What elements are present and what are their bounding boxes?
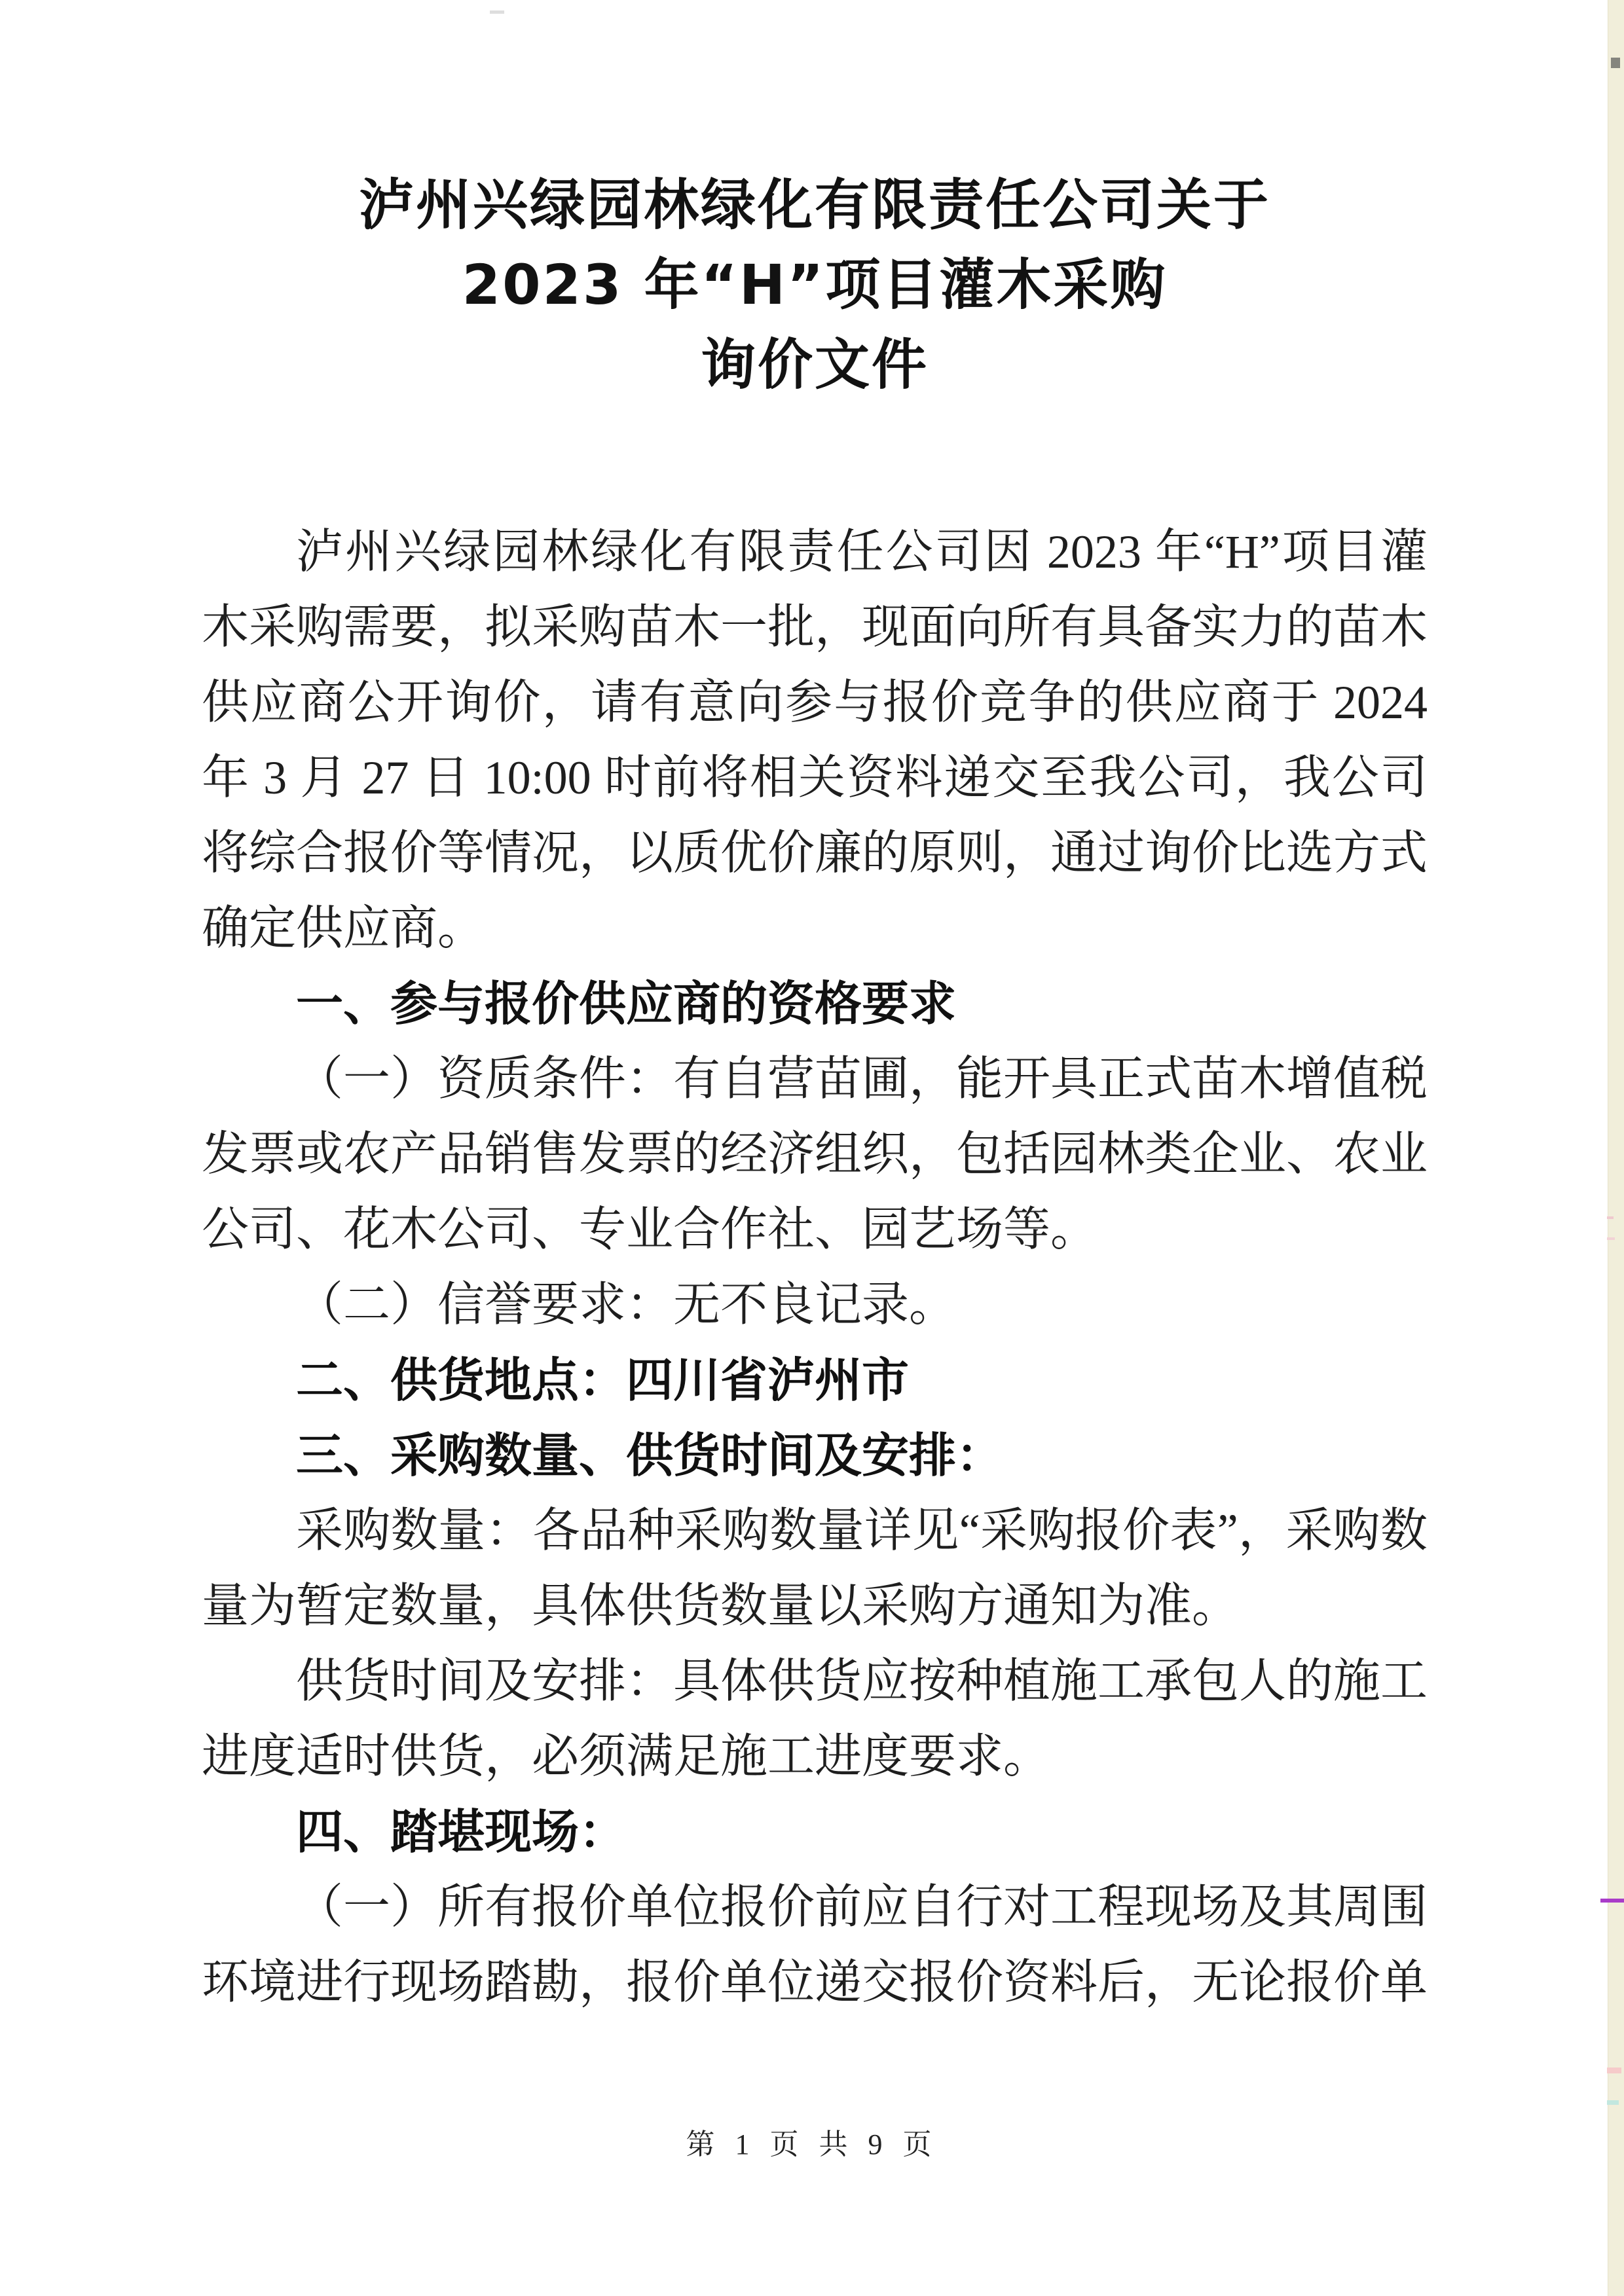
- intro-paragraph: 泸州兴绿园林绿化有限责任公司因 2023 年“H”项目灌木采购需要，拟采购苗木一批，现面向所有具备实力的苗木供应商公开询价，请有意向参与报价竞争的供应商于 2024 年 3 月 27 日 10:00 时前将相关资料递交至我公司，我公司将综合报价等情况，以质优价廉的原则，通过询价比选方式确定供应商。: [202, 526, 1428, 955]
- section-heading-3: 三、采购数量、供货时间及安排：: [296, 1428, 1004, 1483]
- paragraph-qualification: （一）资质条件：有自营苗圃，能开具正式苗木增值税发票或农产品销售发票的经济组织，包括园林类企业、农业公司、花木公司、专业合作社、园艺场等。: [202, 1053, 1428, 1256]
- paragraph-delivery-time: 供货时间及安排：具体供货应按种植施工承包人的施工进度适时供货，必须满足施工进度要求。: [202, 1655, 1428, 1783]
- scan-mark: [1607, 2100, 1619, 2105]
- title-line-2: 2023 年“H”项目灌木采购: [462, 253, 1168, 317]
- title-line-1: 泸州兴绿园林绿化有限责任公司关于: [358, 173, 1270, 237]
- document-title: [202, 165, 1428, 405]
- scan-mark: [1607, 1216, 1614, 1219]
- paragraph-reputation: （二）信誉要求：无不良记录。: [296, 1279, 957, 1331]
- page-number: 第 1 页 共 9 页: [686, 2128, 938, 2160]
- document-content: [202, 165, 1428, 2020]
- scan-speck: [490, 10, 504, 14]
- scan-edge-band: [1608, 0, 1624, 2296]
- paragraph-site-visit: （一）所有报价单位报价前应自行对工程现场及其周围环境进行现场踏勘，报价单位递交报价资料后，无论报价单: [202, 1881, 1428, 2009]
- paragraph-quantity: 采购数量：各品种采购数量详见“采购报价表”，采购数量为暂定数量，具体供货数量以采购方通知为准。: [202, 1504, 1428, 1632]
- document-body: [202, 515, 1428, 2020]
- scan-mark: [1607, 2068, 1621, 2073]
- section-heading-1: 一、参与报价供应商的资格要求: [296, 976, 957, 1031]
- section-heading-2: 二、供货地点：四川省泸州市: [296, 1353, 910, 1408]
- section-heading-4: 四、踏堪现场：: [296, 1804, 627, 1859]
- scan-mark: [1600, 1899, 1624, 1903]
- scan-mark: [1607, 1237, 1615, 1240]
- scan-speck: [1611, 58, 1620, 68]
- title-line-3: 询价文件: [700, 333, 929, 397]
